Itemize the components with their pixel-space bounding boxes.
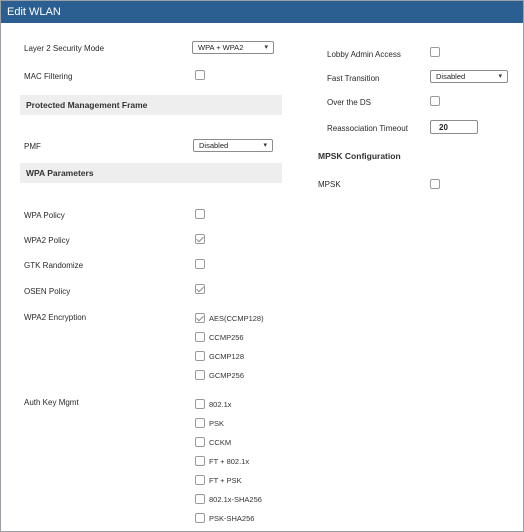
mpsk-section-header: MPSK Configuration (318, 151, 401, 161)
encryption-option-label: GCMP128 (209, 352, 245, 361)
gtk-randomize-checkbox[interactable] (195, 259, 205, 269)
encryption-option-label: AES(CCMP128) (209, 314, 264, 323)
lobby-admin-checkbox[interactable] (430, 47, 440, 57)
l2-security-label: Layer 2 Security Mode (24, 44, 105, 53)
fast-transition-select[interactable] (430, 70, 508, 83)
osen-policy-checkbox[interactable] (195, 284, 205, 294)
over-ds-label: Over the DS (327, 98, 372, 107)
chevron-down-icon: ▾ (498, 73, 502, 80)
wpa2-encryption-label: WPA2 Encryption (24, 313, 87, 322)
lobby-admin-label: Lobby Admin Access (327, 50, 401, 59)
auth-key-mgmt-label: Auth Key Mgmt (24, 398, 79, 407)
encryption-option-label: CCMP256 (209, 333, 244, 342)
encryption-option-checkbox[interactable] (195, 313, 205, 323)
mac-filtering-label: MAC Filtering (24, 72, 73, 81)
mpsk-checkbox[interactable] (430, 179, 440, 189)
encryption-option-checkbox[interactable] (195, 351, 205, 361)
wpa2-policy-checkbox[interactable] (195, 234, 205, 244)
chevron-down-icon: ▾ (264, 44, 268, 51)
l2-security-value: WPA + WPA2 (198, 43, 244, 52)
fast-transition-label: Fast Transition (327, 74, 380, 83)
pmf-select[interactable] (193, 139, 273, 152)
akm-option-label: FT + PSK (209, 476, 242, 485)
l2-security-select[interactable] (192, 41, 274, 54)
mac-filtering-checkbox[interactable] (195, 70, 205, 80)
wpa-policy-label: WPA Policy (24, 211, 65, 220)
wpa-policy-checkbox[interactable] (195, 209, 205, 219)
akm-option-label: PSK-SHA256 (209, 514, 255, 523)
encryption-option-checkbox[interactable] (195, 332, 205, 342)
pmf-value: Disabled (199, 141, 229, 150)
akm-option-checkbox[interactable] (195, 456, 205, 466)
mpsk-label: MPSK (318, 180, 341, 189)
akm-option-checkbox[interactable] (195, 494, 205, 504)
over-ds-checkbox[interactable] (430, 96, 440, 106)
akm-option-label: PSK (209, 419, 225, 428)
osen-policy-label: OSEN Policy (24, 287, 71, 296)
akm-option-checkbox[interactable] (195, 475, 205, 485)
akm-option-label: 802.1x (209, 400, 232, 409)
akm-option-checkbox[interactable] (195, 399, 205, 409)
reassociation-timeout-label: Reassociation Timeout (327, 124, 408, 133)
wpa2-policy-label: WPA2 Policy (24, 236, 70, 245)
encryption-option-label: GCMP256 (209, 371, 245, 380)
akm-option-label: 802.1x-SHA256 (209, 495, 262, 504)
pmf-label: PMF (24, 142, 41, 151)
fast-transition-value: Disabled (436, 72, 466, 81)
wpa-parameters-section-header: WPA Parameters (20, 163, 282, 183)
akm-option-label: FT + 802.1x (209, 457, 250, 466)
akm-option-label: CCKM (209, 438, 232, 447)
gtk-randomize-label: GTK Randomize (24, 261, 84, 270)
akm-option-checkbox[interactable] (195, 418, 205, 428)
chevron-down-icon: ▾ (263, 142, 267, 149)
akm-option-checkbox[interactable] (195, 437, 205, 447)
akm-option-checkbox[interactable] (195, 513, 205, 523)
reassociation-timeout-input[interactable]: 20 (430, 120, 478, 134)
pmf-section-header: Protected Management Frame (20, 95, 282, 115)
dialog-title: Edit WLAN (1, 1, 523, 23)
encryption-option-checkbox[interactable] (195, 370, 205, 380)
